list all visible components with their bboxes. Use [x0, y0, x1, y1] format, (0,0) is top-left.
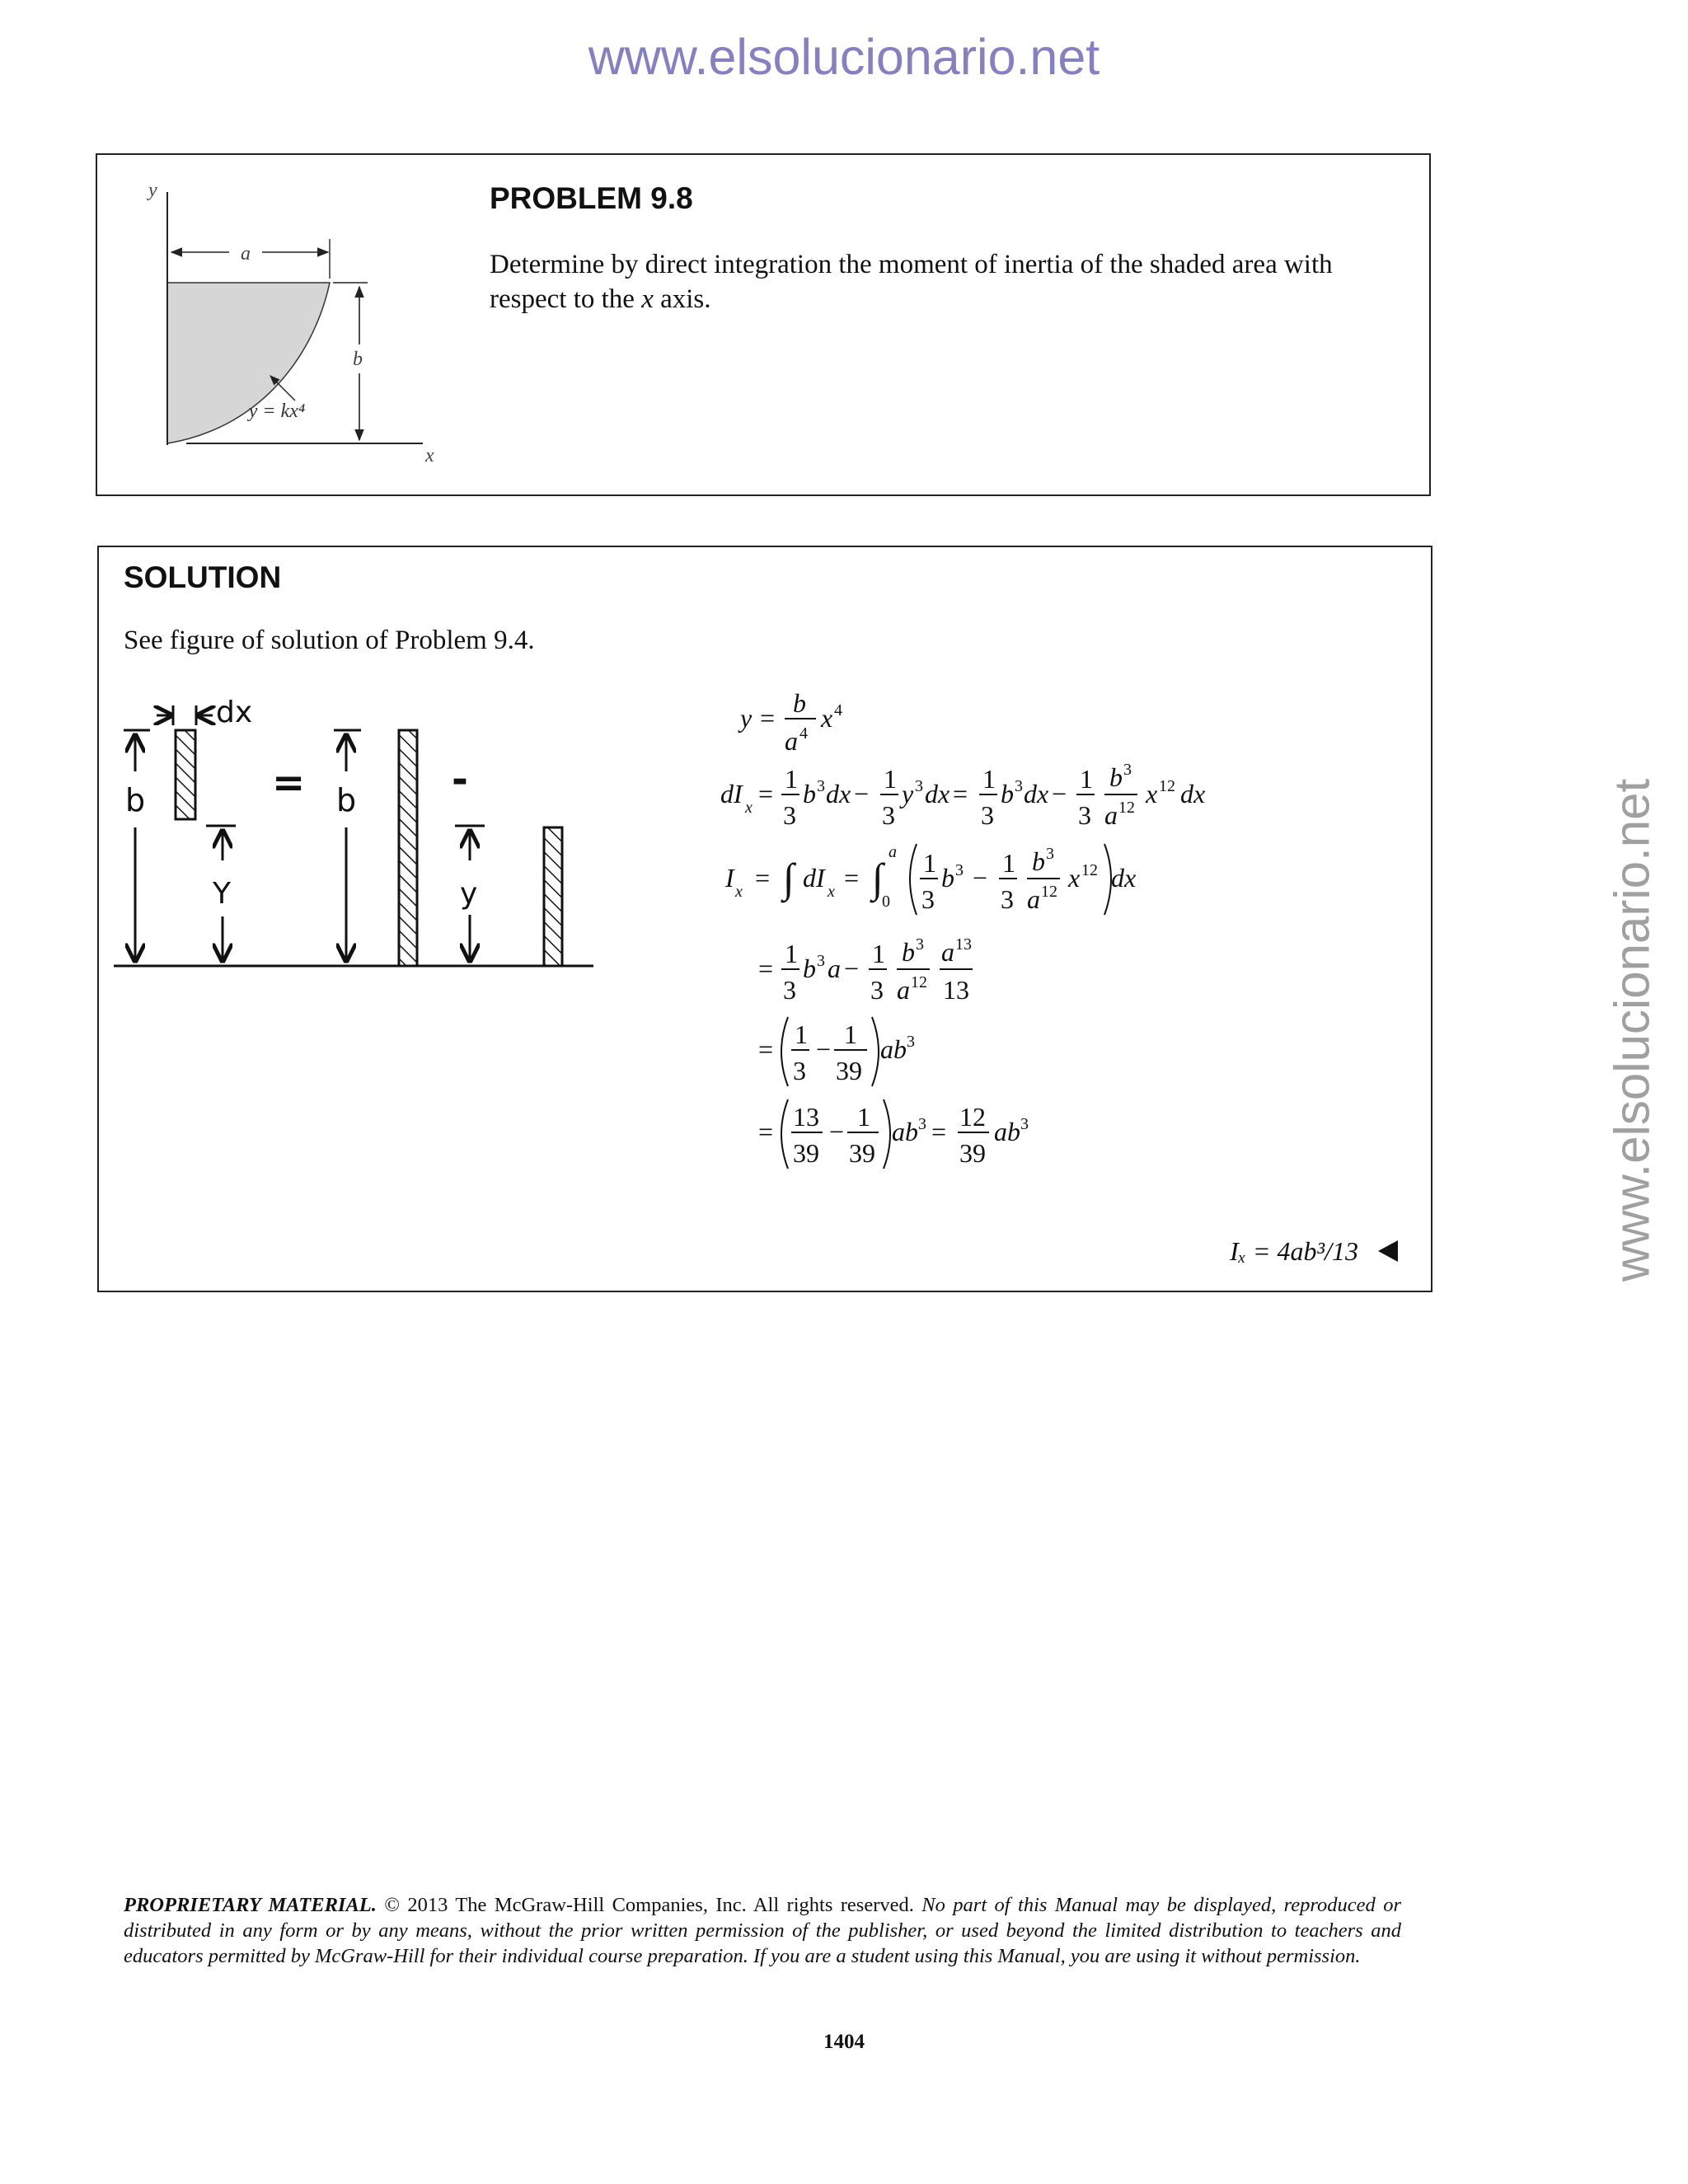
problem-text-var: x [641, 284, 654, 314]
svg-text:−: − [973, 863, 988, 893]
svg-text:3: 3 [882, 800, 895, 830]
svg-text:3: 3 [916, 935, 924, 954]
svg-text:−: − [854, 779, 870, 808]
svg-text:=: = [844, 863, 860, 893]
svg-text:39: 39 [959, 1138, 986, 1168]
svg-text:3: 3 [817, 952, 825, 970]
height-label: b [353, 349, 363, 370]
svg-text:12: 12 [1118, 799, 1135, 817]
svg-text:x: x [1146, 779, 1158, 808]
svg-text:39: 39 [849, 1138, 875, 1168]
footer-bold-label: PROPRIETARY MATERIAL. [124, 1894, 377, 1916]
svg-text:0: 0 [882, 893, 890, 911]
svg-text:a: a [897, 975, 910, 1005]
svg-text:b: b [803, 779, 816, 808]
svg-text:=: = [758, 779, 774, 808]
svg-text:12: 12 [1159, 777, 1175, 795]
svg-text:=: = [931, 1117, 947, 1146]
svg-text:1: 1 [923, 848, 936, 878]
svg-text:3: 3 [1046, 845, 1054, 863]
svg-text:x: x [745, 799, 753, 817]
equals-sign: = [272, 760, 306, 806]
svg-text:=: = [758, 1117, 774, 1146]
problem-text-line2 [490, 282, 1413, 316]
svg-text:ab: ab [880, 1034, 907, 1064]
svg-text:dx: dx [826, 779, 851, 808]
svg-text:a: a [828, 954, 841, 983]
left-strip [176, 730, 195, 819]
svg-text:=: = [760, 703, 776, 733]
svg-text:3: 3 [918, 1115, 926, 1133]
svg-text:=: = [758, 1034, 774, 1064]
solution-intro: See figure of solution of Problem 9.4. [124, 626, 535, 655]
svg-text:dx: dx [1180, 779, 1206, 808]
svg-text:a: a [889, 843, 897, 861]
svg-text:−: − [1052, 779, 1067, 808]
left-b-label: b [125, 782, 146, 818]
svg-text:∫: ∫ [872, 855, 884, 901]
short-strip [544, 827, 562, 966]
svg-text:3: 3 [870, 975, 884, 1005]
svg-text:a: a [1027, 884, 1040, 914]
svg-text:b: b [1001, 779, 1014, 808]
svg-text:12: 12 [959, 1102, 986, 1132]
svg-text:b: b [1032, 846, 1045, 876]
svg-text:a: a [1104, 800, 1118, 830]
svg-text:b: b [1109, 762, 1123, 792]
svg-text:1: 1 [844, 1019, 857, 1049]
svg-text:3: 3 [1020, 1115, 1029, 1133]
hand-sketch [99, 687, 610, 984]
watermark-top[interactable]: www.elsolucionario.net [588, 29, 1100, 85]
svg-text:3: 3 [793, 1056, 806, 1085]
svg-text:1: 1 [857, 1102, 870, 1132]
svg-text:3: 3 [1001, 884, 1014, 914]
svg-text:a: a [941, 937, 954, 967]
svg-text:3: 3 [915, 777, 923, 795]
math-derivation [610, 671, 1269, 1182]
svg-text:1: 1 [884, 764, 897, 794]
svg-text:13: 13 [943, 975, 969, 1005]
problem-statement [490, 247, 1413, 316]
svg-text:x: x [821, 703, 833, 733]
svg-text:dx: dx [1111, 863, 1137, 893]
svg-text:x: x [735, 883, 743, 901]
problem-text-line1: Determine by direct integration the moment of inertia of the shaded area with [490, 250, 1333, 279]
svg-text:=: = [953, 779, 968, 808]
svg-text:x: x [1068, 863, 1081, 893]
right-y-label: y [460, 877, 478, 911]
svg-text:1: 1 [795, 1019, 808, 1049]
problem-text-line2-start: respect to the [490, 284, 635, 314]
solution-box [97, 546, 1432, 1292]
svg-text:a: a [785, 726, 798, 756]
final-answer-text: Iₓ = 4ab³/13 [1230, 1236, 1358, 1266]
svg-text:−: − [816, 1034, 832, 1064]
svg-text:12: 12 [1041, 883, 1057, 901]
footer-copyright: © 2013 The McGraw-Hill Companies, Inc. All rights reserved. [376, 1894, 922, 1916]
y-axis-label: y [148, 180, 157, 201]
svg-text:3: 3 [1123, 761, 1132, 779]
svg-text:y: y [902, 779, 914, 808]
tall-strip [399, 730, 417, 966]
svg-text:1: 1 [872, 939, 885, 968]
svg-text:b: b [803, 954, 816, 983]
svg-text:3: 3 [817, 777, 825, 795]
svg-text:39: 39 [836, 1056, 862, 1085]
svg-text:−: − [829, 1117, 845, 1146]
svg-text:4: 4 [799, 724, 808, 743]
svg-text:=: = [755, 863, 771, 893]
watermark-side-text[interactable]: www.elsolucionario.net [1604, 778, 1660, 1282]
minus-sign: - [452, 757, 468, 803]
svg-text:x: x [828, 883, 835, 901]
svg-text:13: 13 [793, 1102, 819, 1132]
svg-text:I: I [725, 863, 734, 893]
svg-text:1: 1 [1080, 764, 1093, 794]
footer-notice: No part of this Manual may be displayed, reproduced or distributed in any form or by any means, without the prior written permission of the publisher, or used beyond the limited distribution to teachers and educators permitted by McGraw-Hill for their individual course preparation. If you are a student using this Manual, you are using it without permission. [124, 1894, 1401, 1967]
svg-text:13: 13 [955, 935, 972, 954]
svg-text:39: 39 [793, 1138, 819, 1168]
svg-text:b: b [793, 688, 806, 718]
svg-text:dx: dx [925, 779, 950, 808]
svg-text:b: b [902, 937, 915, 967]
svg-text:=: = [758, 954, 774, 983]
middle-b-label: b [336, 782, 357, 818]
svg-text:3: 3 [1015, 777, 1023, 795]
svg-text:1: 1 [982, 764, 996, 794]
curve-label: y = kx⁴ [248, 401, 306, 422]
svg-text:3: 3 [955, 861, 964, 879]
answer-marker-icon [1378, 1240, 1398, 1262]
x-axis-label: x [425, 445, 434, 466]
equation-step2 [758, 1017, 915, 1086]
svg-text:1: 1 [785, 764, 798, 794]
svg-text:4: 4 [834, 701, 842, 719]
solution-title: SOLUTION [124, 560, 282, 594]
svg-text:12: 12 [1081, 861, 1098, 879]
width-label: a [241, 243, 251, 265]
problem-text-line2-end: axis. [660, 284, 711, 314]
page-number: 1404 [823, 2031, 865, 2053]
problem-title: PROBLEM 9.8 [490, 181, 693, 215]
svg-text:y: y [740, 703, 753, 733]
svg-text:b: b [941, 863, 954, 893]
svg-text:dI: dI [720, 779, 743, 808]
final-answer [1230, 1236, 1398, 1267]
svg-text:3: 3 [907, 1033, 915, 1051]
equation-curve [738, 688, 842, 756]
dx-label: dx [216, 696, 253, 729]
svg-text:∫: ∫ [783, 855, 795, 901]
equation-Ix-integral [724, 843, 1136, 915]
svg-text:1: 1 [785, 939, 798, 968]
svg-text:ab: ab [892, 1117, 918, 1146]
copyright-footer [124, 1892, 1401, 1969]
svg-text:dI: dI [803, 863, 825, 893]
problem-figure [97, 155, 460, 493]
equation-step1 [758, 935, 973, 1005]
svg-text:3: 3 [783, 975, 796, 1005]
svg-text:3: 3 [783, 800, 796, 830]
svg-text:12: 12 [911, 973, 927, 991]
equation-dIx [720, 761, 1205, 830]
problem-box [96, 153, 1431, 496]
svg-text:3: 3 [921, 884, 935, 914]
svg-text:−: − [844, 954, 860, 983]
svg-text:1: 1 [1002, 848, 1015, 878]
svg-text:dx: dx [1024, 779, 1049, 808]
left-y-label: Y [213, 877, 231, 911]
svg-text:ab: ab [994, 1117, 1020, 1146]
svg-text:3: 3 [981, 800, 994, 830]
svg-text:3: 3 [1078, 800, 1091, 830]
equation-step3 [758, 1099, 1029, 1169]
